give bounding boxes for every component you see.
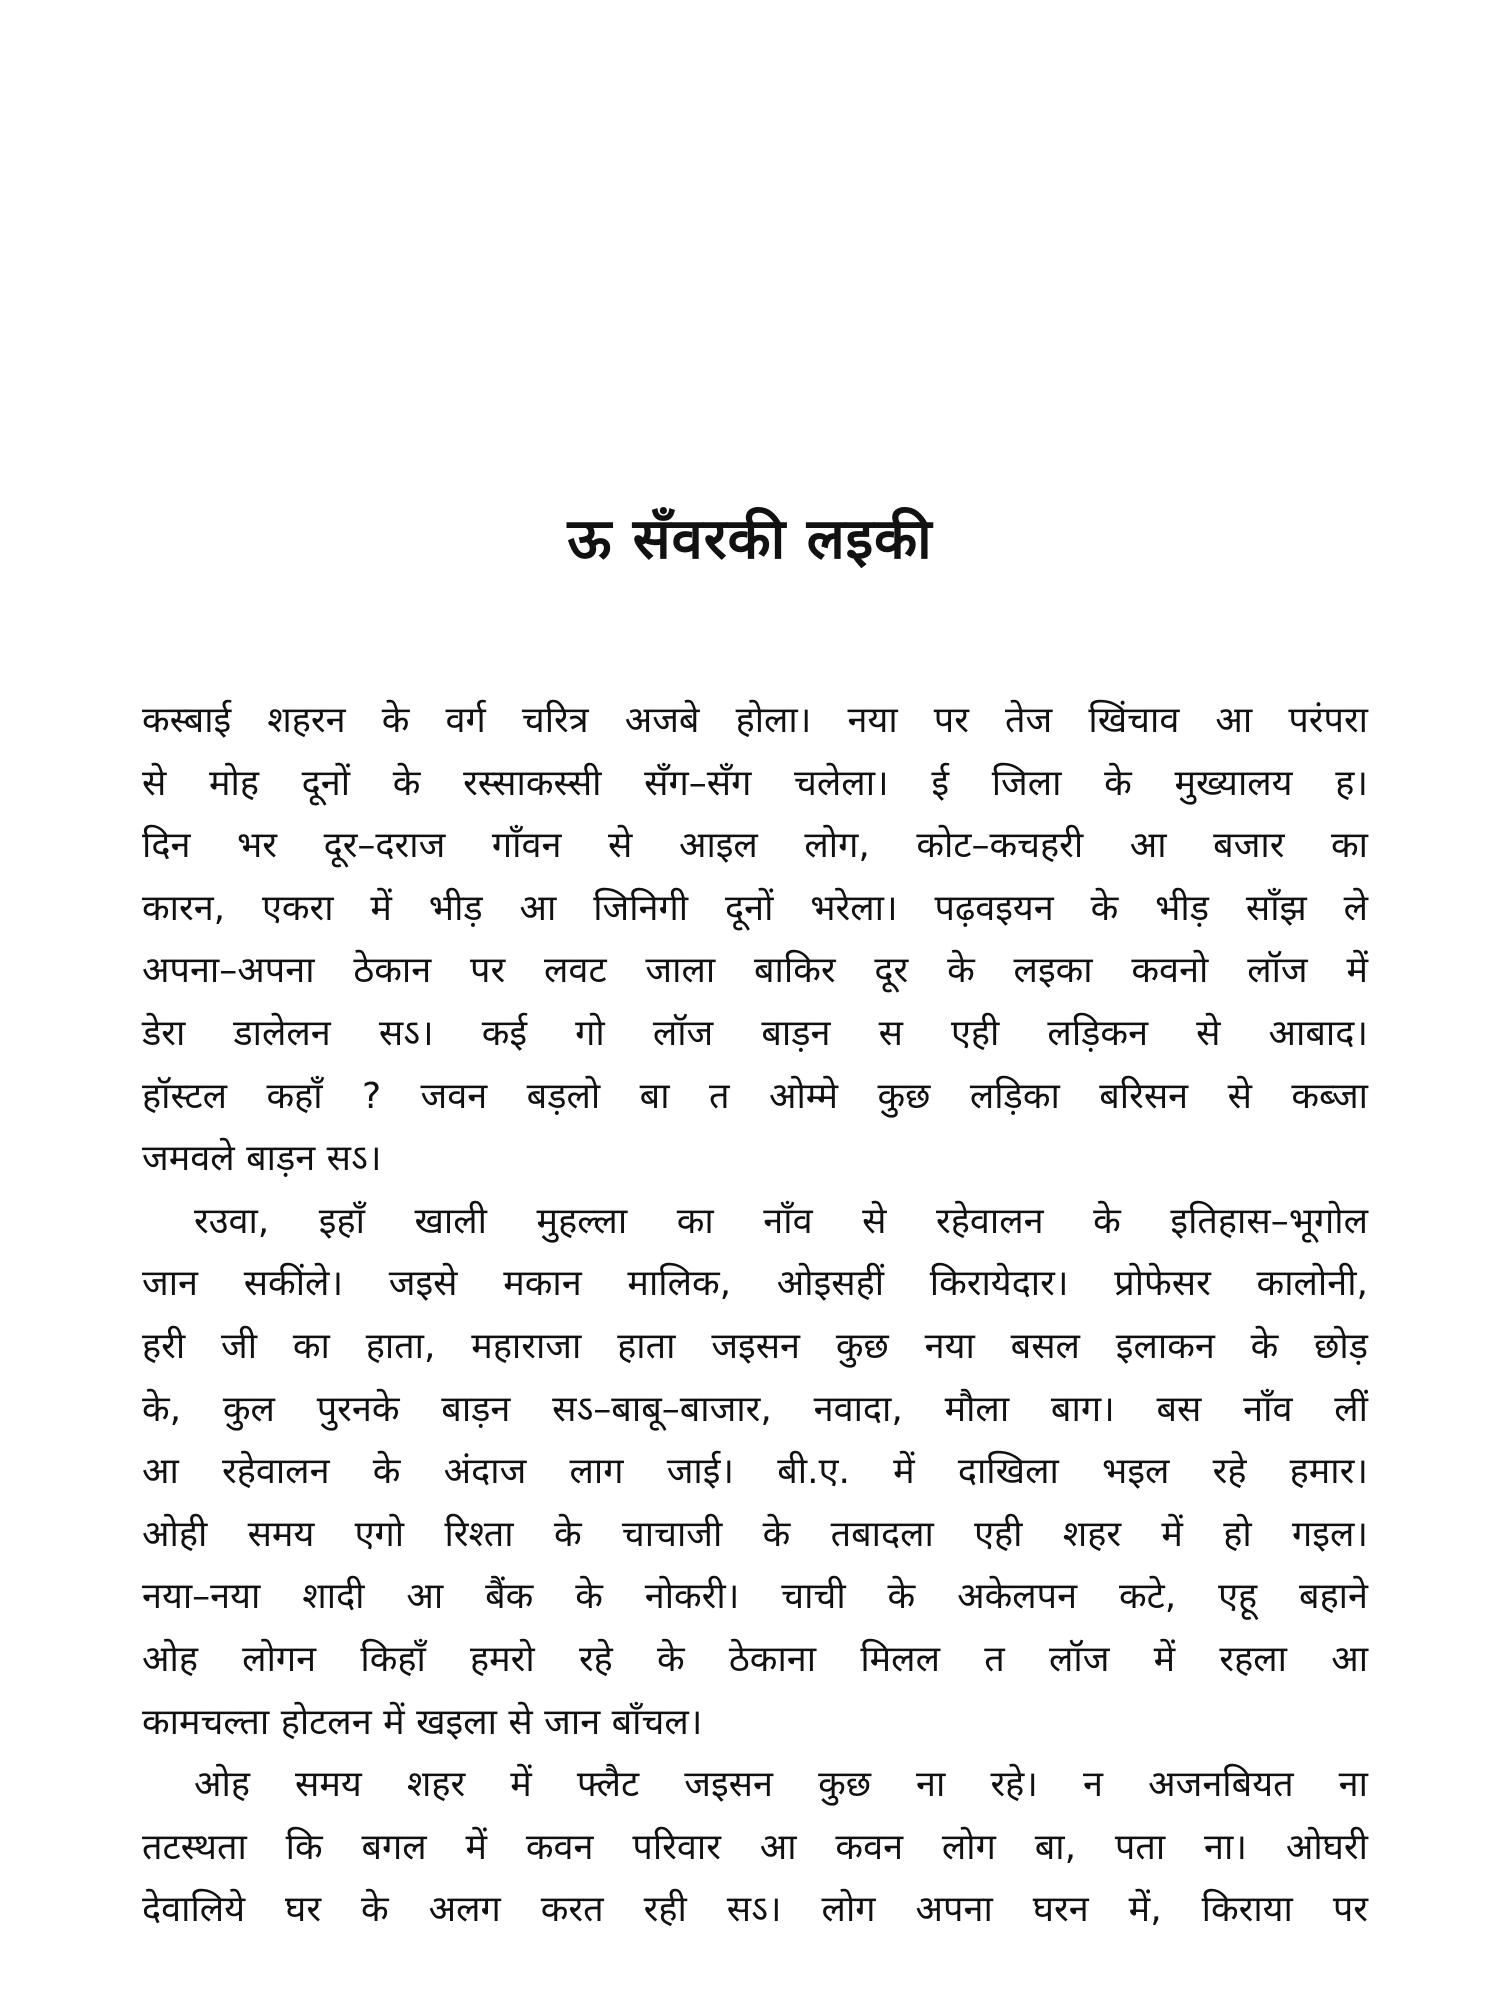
text-line: डेरा डालेलन सऽ। कई गो लॉज बाड़न स एही लड़िकन से आबाद। [142, 1012, 1368, 1054]
text-line: रउवा, इहाँ खाली मुहल्ला का नाँव से रहेवालन के इतिहास–भूगोल [194, 1200, 1368, 1242]
text-line: से मोह दूनों के रस्साकस्सी सँग–सँग चलेला। ई जिला के मुख्यालय ह। [142, 762, 1368, 804]
paragraph [142, 690, 1368, 1191]
text-line: दिन भर दूर–दराज गाँवन से आइल लोग, कोट–कचहरी आ बजार का [142, 825, 1368, 867]
text-line: कारन, एकरा में भीड़ आ जिनिगी दूनों भरेला। पढ़वइयन के भीड़ साँझ ले [142, 887, 1368, 929]
text-line: हरी जी का हाता, महाराजा हाता जइसन कुछ नया बसल इलाकन के छोड़ [142, 1325, 1368, 1367]
text-line: हॉस्टल कहाँ ? जवन बड़लो बा त ओम्मे कुछ लड़िका बरिसन से कब्जा [142, 1075, 1368, 1117]
text-line: कस्बाई शहरन के वर्ग चरित्र अजबे होला। नया पर तेज खिंचाव आ परंपरा [142, 700, 1368, 741]
text-line: कामचल्ता होटलन में खइला से जान बाँचल। [142, 1701, 703, 1743]
text-line: अपना–अपना ठेकान पर लवट जाला बाकिर दूर के लइका कवनो लॉज में [142, 950, 1368, 992]
text-line: ओह समय शहर में फ्लैट जइसन कुछ ना रहे। न अजनबियत ना [194, 1764, 1368, 1806]
text-line: जमवले बाड़न सऽ। [142, 1138, 382, 1180]
text-line: ओह लोगन किहाँ हमरो रहे के ठेकाना मिलल त लॉज में रहला आ [142, 1638, 1368, 1680]
chapter-title: ऊ सँवरकी लइकी [567, 507, 933, 572]
paragraph [142, 1754, 1368, 1942]
text-line: आ रहेवालन के अंदाज लाग जाई। बी.ए. में दाखिला भइल रहे हमार। [142, 1451, 1368, 1493]
text-line: जान सकींले। जइसे मकान मालिक, ओइसहीं किरायेदार। प्रोफेसर कालोनी, [142, 1263, 1368, 1305]
text-line: के, कुल पुरनके बाड़न सऽ–बाबू–बाजार, नवादा, मौला बाग। बस नाँव लीं [142, 1388, 1368, 1430]
chapter-body [142, 690, 1368, 1942]
text-line: देवालिये घर के अलग करत रही सऽ। लोग अपना घरन में, किराया पर [142, 1889, 1368, 1931]
text-line: नया–नया शादी आ बैंक के नोकरी। चाची के अकेलपन कटे, एहू बहाने [142, 1576, 1368, 1618]
text-line: ओही समय एगो रिश्ता के चाचाजी के तबादला एही शहर में हो गइल। [142, 1513, 1368, 1555]
text-line: तटस्थता कि बगल में कवन परिवार आ कवन लोग बा, पता ना। ओघरी [142, 1826, 1368, 1868]
paragraph [142, 1191, 1368, 1754]
